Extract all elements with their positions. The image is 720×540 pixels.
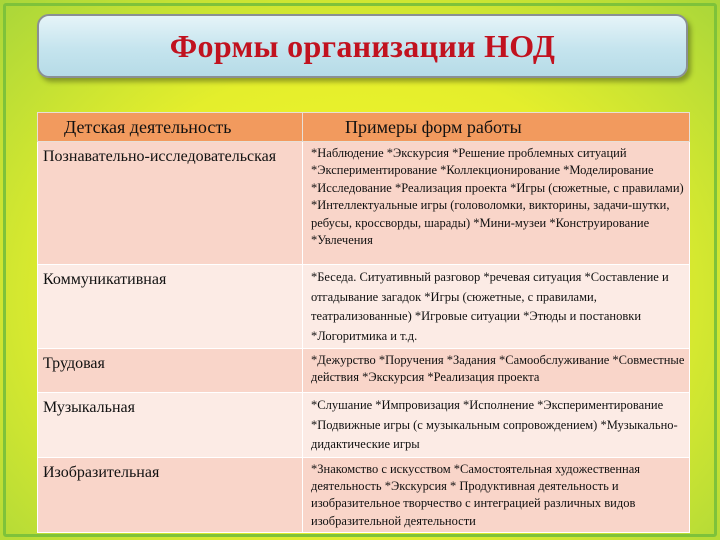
table-row: [38, 142, 690, 265]
row-category: Познавательно-исследовательская: [38, 142, 303, 265]
table-row: [38, 457, 690, 533]
row-examples: *Дежурство *Поручения *Задания *Самообслуживание *Совместные действия *Экскурсия *Реализация проекта: [303, 349, 690, 393]
forms-table: [37, 112, 690, 533]
table-row: [38, 265, 690, 349]
row-category: Музыкальная: [38, 393, 303, 458]
row-category: Изобразительная: [38, 457, 303, 533]
row-examples: *Слушание *Импровизация *Исполнение *Экспериментирование *Подвижные игры (с музыкальным сопровождением) *Музыкально-дидактические игры: [303, 393, 690, 458]
table-row: [38, 393, 690, 458]
column-header-activity: Детская деятельность: [38, 113, 303, 142]
column-header-examples: Примеры форм работы: [303, 113, 690, 142]
row-examples: *Знакомство с искусством *Самостоятельная художественная деятельность *Экскурсия * Продуктивная деятельность и изобразительное творчество с интеграцией различных видов изобразительной деятельности: [303, 457, 690, 533]
row-examples: *Наблюдение *Экскурсия *Решение проблемных ситуаций *Экспериментирование *Коллекционирование *Моделирование *Исследование *Реализация проекта *Игры (сюжетные, с правилами) *Интеллектуальные игры (головоломки, викторины, задачи-шутки, ребусы, кроссворды, шарады) *Мини-музеи *Конструирование *Увлечения: [303, 142, 690, 265]
row-category: Коммуникативная: [38, 265, 303, 349]
table-header-row: [38, 113, 690, 142]
row-examples: *Беседа. Ситуативный разговор *речевая ситуация *Составление и отгадывание загадок *Игры (сюжетные, с правилами, театрализованные) *Игровые ситуации *Этюды и постановки *Логоритмика и т.д.: [303, 265, 690, 349]
title-banner: [37, 14, 688, 78]
row-category: Трудовая: [38, 349, 303, 393]
page-title: Формы организации НОД: [169, 27, 556, 64]
table-row: [38, 349, 690, 393]
